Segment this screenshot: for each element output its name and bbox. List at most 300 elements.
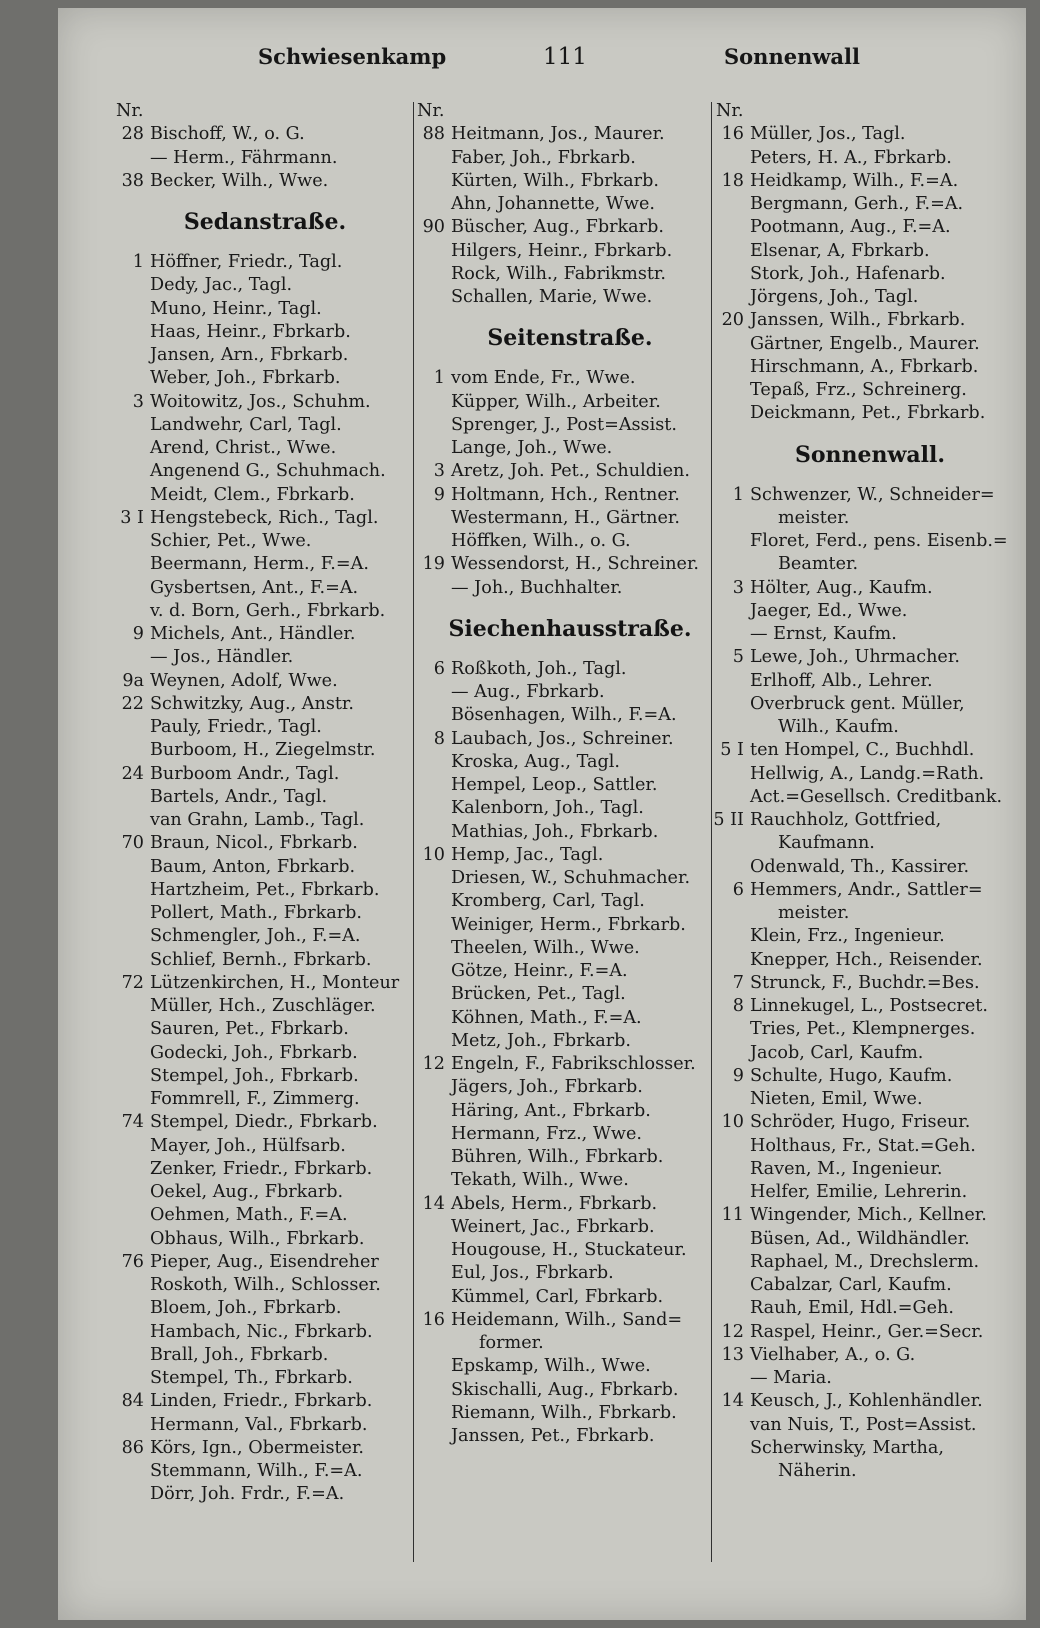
resident-entry (710, 333, 1010, 356)
house-number: 84 (121, 1391, 144, 1412)
resident-entry (710, 1274, 1010, 1297)
column-label (710, 100, 1010, 123)
entry-text: Heidkamp, Wilh., F.=A. (750, 170, 959, 191)
entry-text: Büsen, Ad., Wildhändler. (750, 1228, 970, 1249)
resident-entry (710, 670, 1010, 693)
resident-entry (411, 170, 709, 193)
entry-text: Hambach, Nic., Fbrkarb. (150, 1321, 373, 1342)
entry-text: Jörgens, Joh., Tagl. (750, 287, 919, 307)
house-number: 1 (433, 368, 445, 389)
entry-text: Rock, Wilh., Fabrikmstr. (451, 263, 666, 284)
resident-entry (110, 1321, 400, 1344)
entry-text: Rauh, Emil, Hdl.=Geh. (750, 1298, 954, 1319)
resident-entry (710, 530, 1010, 553)
resident-entry (110, 1390, 400, 1413)
entry-text: Hermann, Val., Fbrkarb. (150, 1414, 368, 1435)
resident-entry (710, 1390, 1010, 1413)
resident-entry (110, 274, 400, 297)
resident-entry (110, 856, 400, 879)
resident-entry (710, 1065, 1010, 1088)
house-number: 70 (121, 833, 144, 854)
entry-text: Angenend G., Schuhmach. (150, 461, 386, 482)
entry-text: Arend, Christ., Wwe. (150, 438, 337, 458)
entry-text: Deickmann, Pet., Fbrkarb. (750, 403, 986, 424)
resident-entry (110, 1274, 400, 1297)
house-number: 24 (121, 763, 144, 784)
entry-text: Elsenar, A, Fbrkarb. (750, 240, 930, 261)
entry-text: Sprenger, J., Post=Assist. (451, 414, 677, 435)
resident-entry (110, 507, 400, 530)
entry-text: Heidemann, Wilh., Sand= (451, 1309, 683, 1330)
entry-text: Kümmel, Carl, Fbrkarb. (451, 1286, 664, 1307)
entry-text: Burboom Andr., Tagl. (150, 763, 340, 784)
resident-entry (710, 856, 1010, 879)
resident-entry (110, 670, 400, 693)
entry-text: Engeln, F., Fabrikschlosser. (451, 1054, 696, 1074)
resident-entry (710, 402, 1010, 425)
page-number: 111 (543, 44, 587, 70)
entry-continuation (710, 902, 1010, 925)
resident-entry (411, 1286, 709, 1309)
resident-entry (411, 1355, 709, 1378)
entry-text: Theelen, Wilh., Wwe. (451, 937, 640, 958)
resident-entry (110, 832, 400, 855)
entry-text: Pauly, Friedr., Tagl. (150, 717, 322, 737)
entry-text: Pieper, Aug., Eisendreher (150, 1251, 379, 1272)
entry-text: Strunck, F., Buchdr.=Bes. (750, 972, 980, 993)
entry-text: Brücken, Pet., Tagl. (451, 984, 626, 1005)
house-number: 11 (721, 1205, 744, 1226)
resident-entry (710, 1297, 1010, 1320)
house-number: 10 (422, 844, 445, 865)
entry-text: Haas, Heinr., Fbrkarb. (150, 321, 351, 342)
entry-text: vom Ende, Fr., Wwe. (451, 368, 636, 389)
entry-text: Büscher, Aug., Fbrkarb. (451, 217, 664, 238)
entry-text: Küpper, Wilh., Arbeiter. (451, 391, 661, 412)
resident-entry (411, 658, 709, 681)
resident-entry (110, 972, 400, 995)
house-number: 6 (433, 658, 445, 679)
entry-text: Mathias, Joh., Fbrkarb. (451, 821, 659, 842)
entry-text: Körs, Ign., Obermeister. (150, 1437, 365, 1458)
resident-entry (710, 1042, 1010, 1065)
entry-text: Hempel, Leop., Sattler. (451, 775, 658, 795)
entry-text: Stempel, Diedr., Fbrkarb. (150, 1112, 378, 1133)
entry-text: Fommrell, F., Zimmerg. (150, 1089, 360, 1109)
resident-entry (411, 704, 709, 727)
house-number: 10 (721, 1112, 744, 1133)
resident-entry (411, 147, 709, 170)
street-heading: Siechenhausstraße. (448, 615, 692, 642)
entry-text: Bloem, Joh., Fbrkarb. (150, 1298, 342, 1319)
entry-text: Vielhaber, A., o. G. (750, 1344, 916, 1365)
entry-text: Braun, Nicol., Fbrkarb. (150, 833, 358, 854)
resident-entry (710, 995, 1010, 1018)
entry-text: Godecki, Joh., Fbrkarb. (150, 1042, 358, 1063)
entry-text: Weynen, Adolf, Wwe. (150, 670, 338, 691)
entry-text: Lange, Joh., Wwe. (451, 438, 613, 458)
house-number: 12 (422, 1054, 445, 1074)
resident-entry (710, 1251, 1010, 1274)
resident-entry (411, 1076, 709, 1099)
street-heading: Sonnenwall. (794, 441, 946, 468)
resident-entry (411, 1146, 709, 1169)
resident-entry (710, 240, 1010, 263)
entry-text: Pootmann, Aug., F.=A. (750, 217, 951, 238)
resident-entry (411, 681, 709, 704)
resident-entry (110, 1088, 400, 1111)
entry-text: Floret, Ferd., pens. Eisenb.= (750, 531, 1008, 551)
entry-text: Hellwig, A., Landg.=Rath. (750, 763, 985, 784)
entry-text: Weinert, Jac., Fbrkarb. (451, 1216, 655, 1237)
entry-text: Sauren, Pet., Fbrkarb. (150, 1019, 349, 1040)
resident-entry (110, 344, 400, 367)
entry-text: Hölter, Aug., Kaufm. (750, 577, 933, 598)
resident-entry (110, 1018, 400, 1041)
entry-text: Westermann, H., Gärtner. (451, 507, 680, 528)
house-number: 5 (732, 647, 744, 668)
resident-entry (110, 437, 400, 460)
entry-text: former. (479, 1333, 544, 1353)
entry-text: Michels, Ant., Händler. (150, 624, 356, 644)
entry-text: Schwenzer, W., Schneider= (750, 484, 995, 505)
entry-text: Nr. (116, 101, 144, 121)
column-2 (411, 100, 709, 1580)
resident-entry (710, 1321, 1010, 1344)
entry-text: meister. (778, 507, 850, 528)
entry-text: Holthaus, Fr., Stat.=Geh. (750, 1135, 976, 1156)
house-number: 7 (732, 972, 744, 993)
entry-text: Keusch, J., Kohlenhändler. (750, 1391, 983, 1412)
entry-text: Peters, H. A., Fbrkarb. (750, 147, 952, 168)
resident-entry (411, 844, 709, 867)
entry-text: Stempel, Th., Fbrkarb. (150, 1368, 353, 1388)
house-number: 9 (132, 624, 144, 644)
entry-text: Schier, Pet., Wwe. (150, 531, 312, 551)
entry-text: Holtmann, Hch., Rentner. (451, 484, 680, 505)
entry-text: Ahn, Johannette, Wwe. (451, 194, 655, 214)
entry-text: Zenker, Friedr., Fbrkarb. (150, 1158, 373, 1179)
resident-entry (411, 577, 709, 600)
entry-text: Pollert, Math., Fbrkarb. (150, 903, 363, 923)
entry-text: Dörr, Joh. Frdr., F.=A. (150, 1484, 345, 1505)
entry-text: Hirschmann, A., Fbrkarb. (750, 356, 979, 377)
resident-entry (110, 123, 400, 146)
resident-entry (411, 797, 709, 820)
house-number: 3 (433, 461, 445, 482)
entry-text: Jacob, Carl, Kaufm. (750, 1042, 924, 1063)
resident-entry (411, 983, 709, 1006)
house-number: 76 (121, 1251, 144, 1272)
entry-text: Muno, Heinr., Tagl. (150, 298, 322, 319)
directory-page (58, 8, 1026, 1620)
entry-text: Raspel, Heinr., Ger.=Secr. (750, 1321, 984, 1342)
entry-text: Beamter. (778, 554, 859, 575)
entry-text: Weiniger, Herm., Fbrkarb. (451, 914, 686, 935)
entry-text: Kaufmann. (778, 833, 875, 854)
entry-text: Tepaß, Frz., Schreinerg. (750, 380, 967, 400)
house-number: 19 (422, 554, 445, 575)
resident-entry (110, 786, 400, 809)
house-number: 8 (732, 996, 744, 1016)
entry-text: Scherwinsky, Martha, (750, 1437, 944, 1458)
entry-text: Cabalzar, Carl, Kaufm. (750, 1275, 952, 1295)
house-number: 6 (732, 879, 744, 900)
resident-entry (110, 1204, 400, 1227)
resident-entry (710, 1088, 1010, 1111)
resident-entry (110, 1065, 400, 1088)
entry-text: Stemmann, Wilh., F.=A. (150, 1461, 363, 1481)
resident-entry (110, 1228, 400, 1251)
entry-text: Hengstebeck, Rich., Tagl. (150, 507, 379, 528)
entry-text: Woitowitz, Jos., Schuhm. (150, 391, 371, 412)
entry-text: Beermann, Herm., F.=A. (150, 554, 369, 575)
resident-entry (110, 1181, 400, 1204)
entry-text: Hartzheim, Pet., Fbrkarb. (150, 879, 380, 900)
entry-text: Meidt, Clem., Fbrkarb. (150, 484, 355, 505)
resident-entry (710, 263, 1010, 286)
resident-entry (710, 193, 1010, 216)
resident-entry (411, 286, 709, 309)
resident-entry (110, 879, 400, 902)
house-number: 1 (132, 252, 144, 272)
entry-text: Höffner, Friedr., Tagl. (150, 252, 343, 272)
resident-entry (110, 251, 400, 274)
resident-entry (411, 216, 709, 239)
resident-entry (710, 1018, 1010, 1041)
resident-entry (710, 1437, 1010, 1460)
entry-text: Metz, Joh., Fbrkarb. (451, 1030, 632, 1051)
entry-text: Nieten, Emil, Wwe. (750, 1089, 923, 1109)
house-number: 3 I (120, 507, 144, 528)
resident-entry (710, 925, 1010, 948)
resident-entry (411, 1262, 709, 1285)
house-number: 28 (121, 124, 144, 145)
resident-entry (110, 367, 400, 390)
entry-text: Kromberg, Carl, Tagl. (451, 891, 645, 912)
resident-entry (110, 693, 400, 716)
house-number: 9 (433, 484, 445, 505)
entry-text: Bösenhagen, Wilh., F.=A. (451, 705, 677, 726)
resident-entry (411, 1379, 709, 1402)
resident-entry (710, 170, 1010, 193)
resident-entry (710, 356, 1010, 379)
entry-text: Tries, Pet., Klempnerges. (750, 1019, 976, 1040)
house-number: 22 (121, 693, 144, 714)
entry-text: Nr. (417, 101, 445, 121)
entry-text: Helfer, Emilie, Lehrerin. (750, 1182, 968, 1202)
resident-entry (710, 739, 1010, 762)
entry-text: Bartels, Andr., Tagl. (150, 786, 328, 807)
entry-text: Oekel, Aug., Fbrkarb. (150, 1182, 344, 1202)
entry-text: Jägers, Joh., Fbrkarb. (451, 1077, 643, 1098)
resident-entry (710, 786, 1010, 809)
resident-entry (110, 1483, 400, 1506)
house-number: 8 (433, 728, 445, 749)
column-label (110, 100, 400, 123)
house-number: 14 (721, 1391, 744, 1412)
resident-entry (411, 530, 709, 553)
entry-text: meister. (778, 903, 850, 923)
entry-text: Weber, Joh., Fbrkarb. (150, 368, 341, 389)
resident-entry (710, 216, 1010, 239)
street-heading: Seitenstraße. (487, 325, 653, 352)
entry-text: Hemp, Jac., Tagl. (451, 844, 604, 865)
resident-entry (710, 972, 1010, 995)
resident-entry (710, 646, 1010, 669)
resident-entry (411, 867, 709, 890)
resident-entry (110, 460, 400, 483)
resident-entry (411, 728, 709, 751)
house-number: 9 (732, 1065, 744, 1086)
entry-text: ten Hompel, C., Buchhdl. (750, 740, 975, 761)
house-number: 3 (132, 391, 144, 412)
entry-text: Knepper, Hch., Reisender. (750, 949, 983, 970)
entry-text: Köhnen, Math., F.=A. (451, 1007, 642, 1028)
resident-entry (411, 553, 709, 576)
entry-text: Burboom, H., Ziegelmstr. (150, 740, 376, 761)
resident-entry (110, 1251, 400, 1274)
entry-text: Hermann, Frz., Wwe. (451, 1123, 642, 1144)
entry-text: Hemmers, Andr., Sattler= (750, 879, 983, 900)
entry-text: Wessendorst, H., Schreiner. (451, 554, 700, 575)
entry-text: Kroska, Aug., Tagl. (451, 751, 620, 772)
page-header (58, 44, 1026, 84)
resident-entry (110, 716, 400, 739)
house-number: 74 (121, 1112, 144, 1133)
entry-text: Roßkoth, Joh., Tagl. (451, 658, 627, 679)
entry-text: Jansen, Arn., Fbrkarb. (150, 345, 349, 365)
entry-text: Kalenborn, Joh., Tagl. (451, 798, 644, 819)
entry-text: van Nuis, T., Post=Assist. (750, 1414, 977, 1435)
entry-text: Overbruck gent. Müller, (750, 693, 965, 714)
resident-entry (411, 1169, 709, 1192)
resident-entry (110, 147, 400, 170)
resident-entry (110, 902, 400, 925)
resident-entry (110, 1111, 400, 1134)
entry-text: Erlhoff, Alb., Lehrer. (750, 670, 933, 691)
entry-text: Bühren, Wilh., Fbrkarb. (451, 1147, 664, 1167)
street-heading: Sedanstraße. (183, 209, 347, 235)
entry-text: Riemann, Wilh., Fbrkarb. (451, 1402, 677, 1423)
resident-entry (411, 1239, 709, 1262)
entry-text: Brall, Joh., Fbrkarb. (150, 1344, 329, 1365)
entry-continuation (710, 716, 1010, 739)
house-number: 20 (721, 310, 744, 331)
entry-continuation (411, 1332, 709, 1355)
entry-text: Roskoth, Wilh., Schlosser. (150, 1275, 381, 1295)
house-number: 90 (422, 217, 445, 238)
entry-text: Raphael, M., Drechslerm. (750, 1251, 980, 1272)
entry-text: Lützenkirchen, H., Monteur (150, 972, 400, 993)
resident-entry (411, 263, 709, 286)
resident-entry (110, 739, 400, 762)
resident-entry (110, 577, 400, 600)
entry-text: — Joh., Buchhalter. (451, 577, 623, 598)
resident-entry (110, 1158, 400, 1181)
resident-entry (110, 949, 400, 972)
resident-entry (411, 821, 709, 844)
resident-entry (110, 600, 400, 623)
entry-text: Müller, Hch., Zuschläger. (150, 996, 376, 1016)
entry-text: Driesen, W., Schuhmacher. (451, 868, 691, 888)
entry-text: — Aug., Fbrkarb. (451, 682, 605, 702)
resident-entry (710, 763, 1010, 786)
entry-text: Hilgers, Heinr., Fbrkarb. (451, 240, 673, 261)
entry-text: Schlief, Bernh., Fbrkarb. (150, 949, 372, 970)
resident-entry (110, 1344, 400, 1367)
resident-entry (411, 484, 709, 507)
resident-entry (710, 949, 1010, 972)
house-number: 13 (721, 1344, 744, 1365)
entry-text: Obhaus, Wilh., Fbrkarb. (150, 1228, 365, 1249)
entry-continuation (710, 507, 1010, 530)
resident-entry (411, 193, 709, 216)
entry-text: — Maria. (750, 1368, 832, 1388)
house-number: 5 I (720, 740, 744, 761)
resident-entry (710, 1367, 1010, 1390)
resident-entry (411, 1425, 709, 1448)
resident-entry (411, 367, 709, 390)
entry-text: Höffken, Wilh., o. G. (451, 531, 631, 551)
house-number: 12 (721, 1321, 744, 1342)
resident-entry (411, 1053, 709, 1076)
resident-entry (110, 170, 400, 193)
resident-entry (710, 379, 1010, 402)
entry-text: Schulte, Hugo, Kaufm. (750, 1065, 953, 1086)
entry-text: Abels, Herm., Fbrkarb. (451, 1193, 658, 1214)
entry-text: Jaeger, Ed., Wwe. (750, 600, 908, 621)
entry-text: Becker, Wilh., Wwe. (150, 170, 329, 191)
resident-entry (110, 1414, 400, 1437)
entry-text: Wilh., Kaufm. (778, 717, 899, 737)
resident-entry (411, 437, 709, 460)
house-number: 38 (121, 170, 144, 191)
resident-entry (710, 1181, 1010, 1204)
resident-entry (411, 391, 709, 414)
entry-text: Stork, Joh., Hafenarb. (750, 263, 946, 284)
entry-text: Mayer, Joh., Hülfsarb. (150, 1135, 346, 1156)
resident-entry (110, 1437, 400, 1460)
entry-text: Gysbertsen, Ant., F.=A. (150, 577, 359, 598)
house-number: 16 (422, 1309, 445, 1330)
entry-text: Linnekugel, L., Postsecret. (750, 996, 988, 1016)
resident-entry (710, 693, 1010, 716)
resident-entry (411, 890, 709, 913)
entry-text: Müller, Jos., Tagl. (750, 124, 906, 145)
resident-entry (110, 623, 400, 646)
resident-entry (110, 1297, 400, 1320)
house-number: 86 (121, 1437, 144, 1458)
entry-text: Bergmann, Gerh., F.=A. (750, 194, 964, 214)
resident-entry (411, 240, 709, 263)
entry-text: Wingender, Mich., Kellner. (750, 1205, 987, 1226)
entry-continuation (710, 832, 1010, 855)
entry-text: Heitmann, Jos., Maurer. (451, 124, 665, 145)
entry-text: Baum, Anton, Fbrkarb. (150, 856, 356, 877)
resident-entry (411, 960, 709, 983)
resident-entry (110, 1460, 400, 1483)
resident-entry (710, 600, 1010, 623)
column-1 (110, 100, 400, 1580)
resident-entry (411, 1309, 709, 1332)
entry-text: Epskamp, Wilh., Wwe. (451, 1356, 651, 1377)
resident-entry (411, 414, 709, 437)
resident-entry (411, 1030, 709, 1053)
resident-entry (710, 484, 1010, 507)
resident-entry (110, 1367, 400, 1390)
resident-entry (110, 530, 400, 553)
